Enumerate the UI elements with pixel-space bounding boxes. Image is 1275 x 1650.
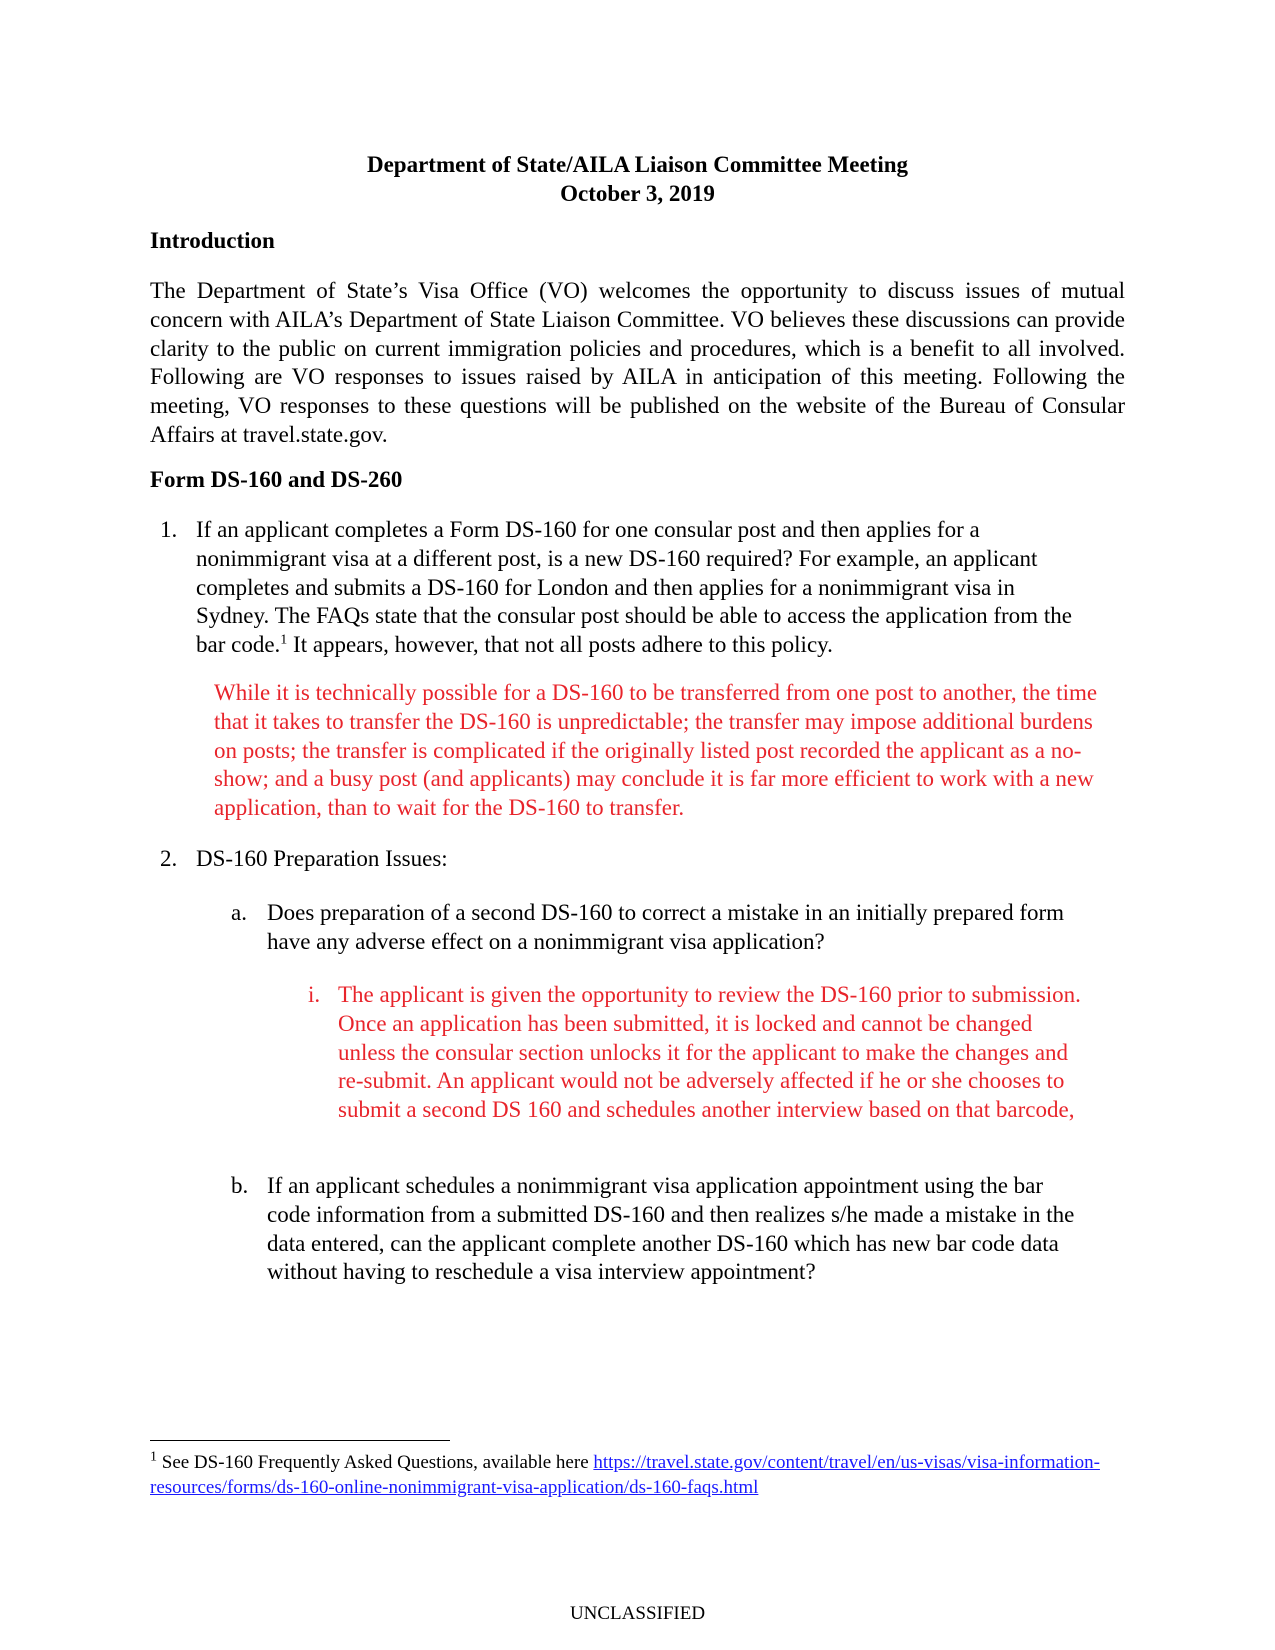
question-2-text: DS-160 Preparation Issues:	[196, 846, 448, 871]
question-1-body-continued: It appears, however, that not all posts adhere to this policy.	[287, 632, 833, 658]
footnote-separator	[150, 1440, 450, 1441]
question-2b-letter: b.	[231, 1173, 249, 1198]
question-2a-letter: a.	[231, 900, 247, 925]
classification-footer: UNCLASSIFIED	[569, 1603, 706, 1624]
answer-2a-numeral: i.	[308, 982, 321, 1007]
question-1-text	[196, 516, 1078, 660]
footnote-text: See DS-160 Frequently Asked Questions, available here	[157, 1452, 594, 1473]
document-title: Department of State/AILA Liaison Committee Meeting	[366, 152, 909, 177]
question-2-number: 2.	[160, 846, 178, 871]
question-1-body: If an applicant completes a Form DS-160 for one consular post and then applies for a nonimmigrant visa at a different post, is a new DS-160 required? For example, an applicant completes and submits a DS-160 for London and then applies for a nonimmigrant visa in Sydney. The FAQs state that the consular post should be able to access the application from the bar code.	[196, 517, 1072, 658]
question-1-number: 1.	[160, 517, 178, 542]
question-2a-text: Does preparation of a second DS-160 to correct a mistake in an initially prepared form have any adverse effect on a nonimmigrant visa application?	[267, 900, 1065, 954]
footnote-link[interactable]: https://travel.state.gov/content/travel/en/us-visas/visa-information-resources/forms/ds-160-online-nonimmigrant-visa-application/ds-160-faqs.html	[150, 1452, 1100, 1498]
footnote-reference: 1	[280, 632, 288, 648]
answer-1-text: While it is technically possible for a DS-160 to be transferred from one post to another, the time that it takes to transfer the DS-160 is unpredictable; the transfer may impose additional burdens on posts; the transfer is complicated if the originally listed post recorded the applicant as a no-show; and a busy post (and applicants) may conclude it is far more efficient to work with a new application, than to wait for the DS-160 to transfer.	[214, 680, 1098, 821]
question-2b-text: If an applicant schedules a nonimmigrant visa application appointment using the bar code information from a submitted DS-160 and then realizes s/he made a mistake in the data entered, can the applicant complete another DS-160 which has new bar code data without having to reschedule a visa interview appointment?	[267, 1173, 1075, 1285]
answer-2a-text: The applicant is given the opportunity to review the DS-160 prior to submission. Once an application has been submitted, it is locked and cannot be changed unless the consular section unlocks it for the applicant to make the changes and re-submit. An applicant would not be adversely affected if he or she chooses to submit a second DS 160 and schedules another interview based on that barcode,	[338, 982, 1081, 1123]
section-heading: Form DS-160 and DS-260	[150, 467, 403, 492]
intro-heading: Introduction	[150, 228, 275, 253]
footnote-marker: 1	[150, 1449, 157, 1465]
document-date: October 3, 2019	[560, 181, 715, 206]
footnote	[150, 1450, 1125, 1500]
intro-paragraph: The Department of State’s Visa Office (VO) welcomes the opportunity to discuss issues of mutual concern with AILA’s Department of State Liaison Committee. VO believes these discussions can provide clarity to the public on current immigration policies and procedures, which is a benefit to all involved. Following are VO responses to issues raised by AILA in anticipation of this meeting. Following the meeting, VO responses to these questions will be published on the website of the Bureau of Consular Affairs at travel.state.gov.	[150, 278, 1125, 447]
